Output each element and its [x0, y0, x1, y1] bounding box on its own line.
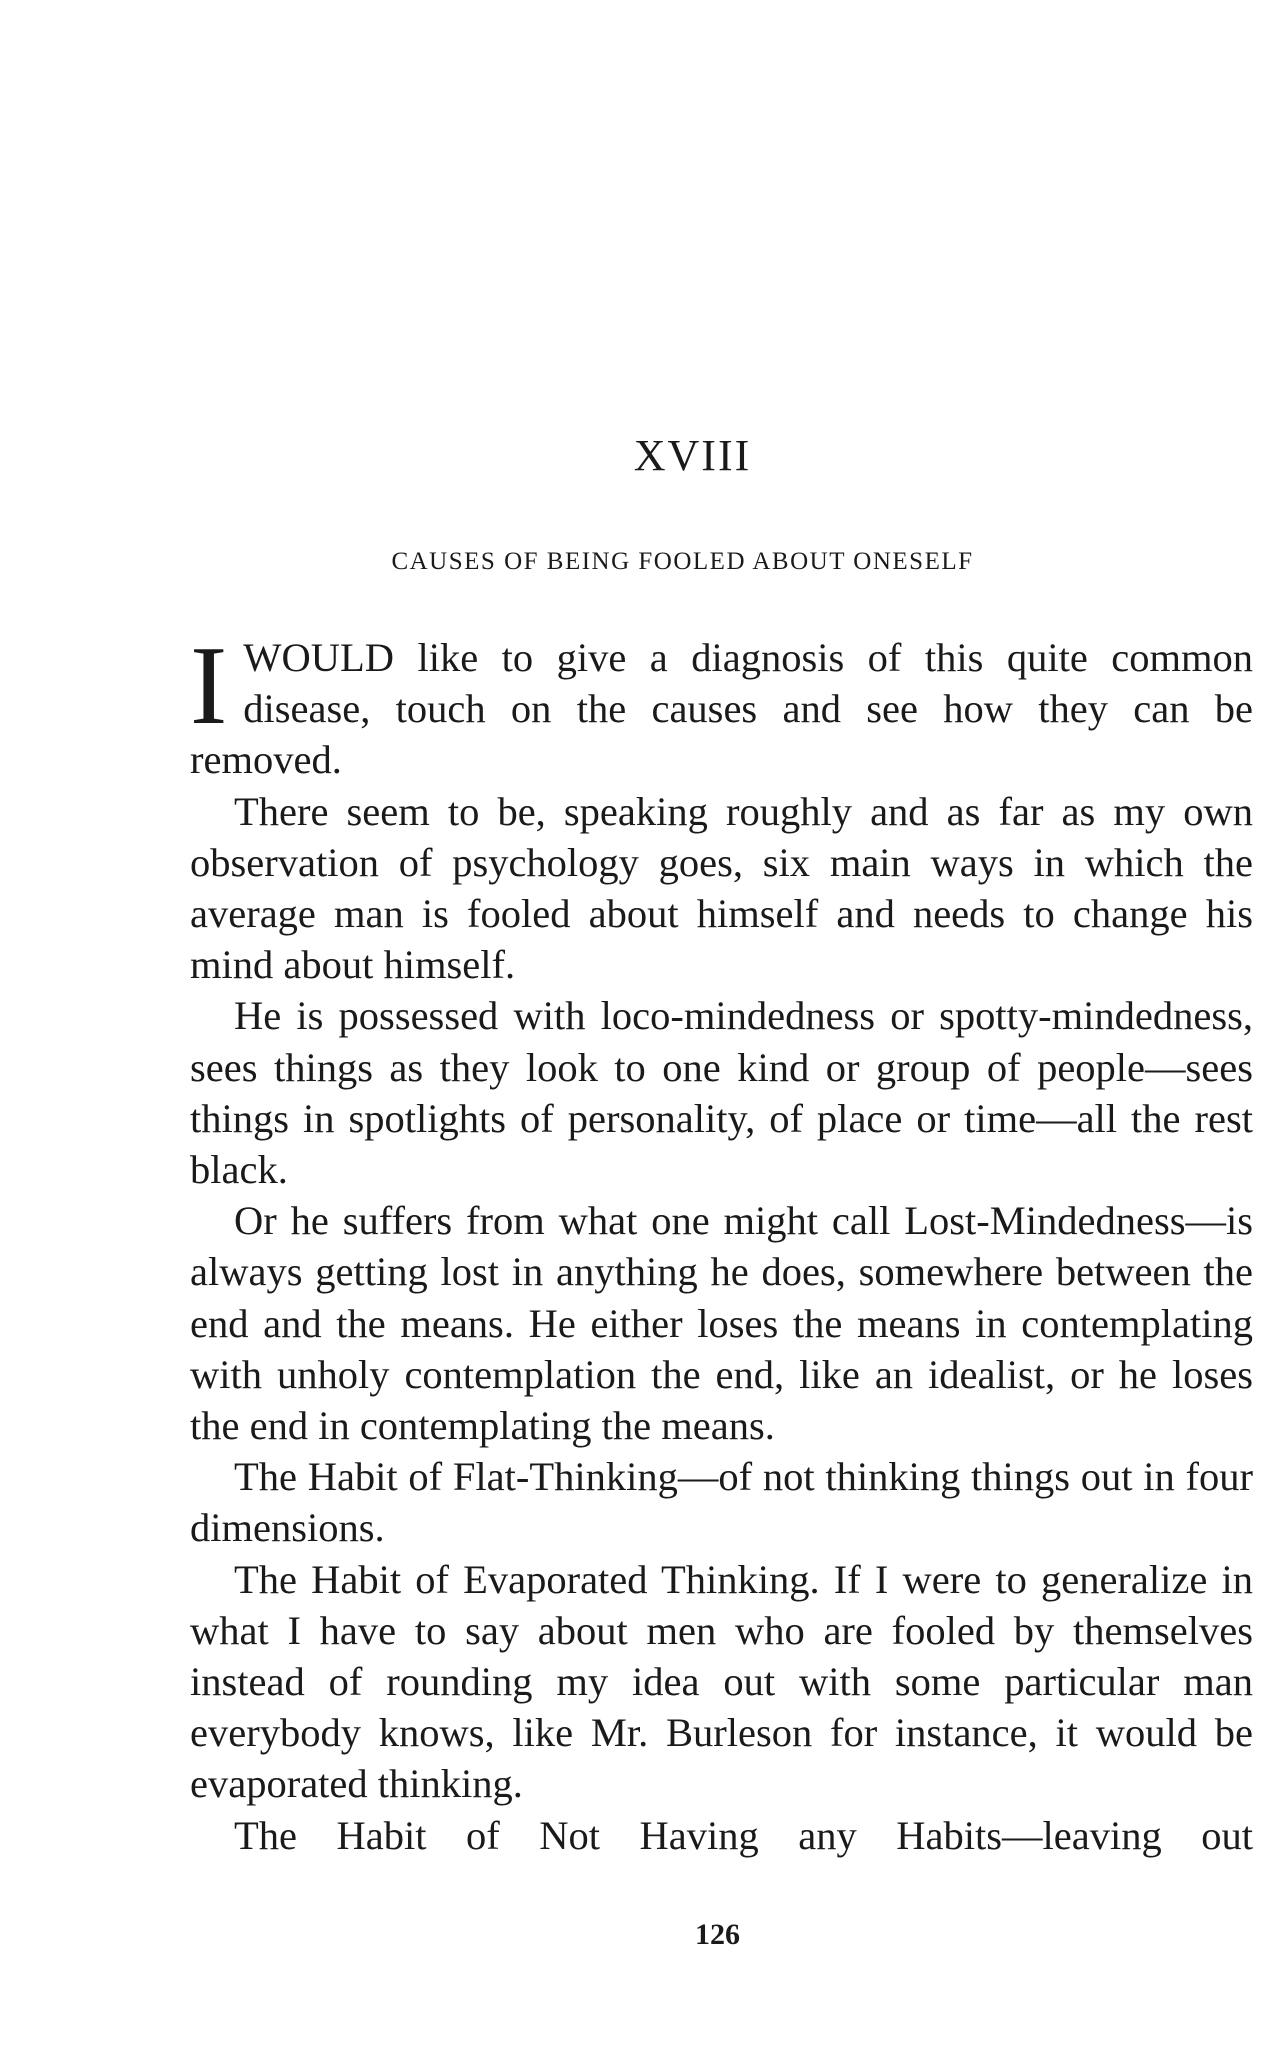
drop-cap: I — [190, 624, 228, 748]
paragraph-3: He is possessed with loco-mindedness or spotty-mindedness, sees things as they look to one kind or group of people—sees things in spotlights of personality, of place or time—all the rest black. — [190, 993, 1253, 1193]
paragraph-2: There seem to be, speaking roughly and as far as my own observation of psychology goes, six main ways in which the average man is fooled about himself and needs to change his mind about himself. — [190, 788, 1253, 988]
chapter-number: XVIII — [633, 431, 752, 480]
paragraph-1 — [190, 624, 1253, 786]
chapter-title: CAUSES OF BEING FOOLED ABOUT ONESELF — [391, 548, 974, 575]
paragraph-5: The Habit of Flat-Thinking—of not thinking things out in four dimensions. — [190, 1454, 1253, 1551]
paragraph-7: The Habit of Not Having any Habits—leaving out — [234, 1812, 1253, 1858]
body-text — [190, 624, 1253, 1861]
paragraph-1-text: WOULD like to give a diagnosis of this quite common disease, touch on the causes and see how they can be removed. — [190, 635, 1253, 783]
paragraph-6: The Habit of Evaporated Thinking. If I were to generalize in what I have to say about men who are fooled by themselves instead of rounding my idea out with some particular man everybody knows, like Mr. Burleson for instance, it would be evaporated thinking. — [190, 1556, 1253, 1807]
page-number: 126 — [695, 1918, 740, 1951]
paragraph-4: Or he suffers from what one might call Lost-Mindedness—is always getting lost in anything he does, somewhere between the end and the means. He either loses the means in contemplating with unholy contemplation the end, like an idealist, or he loses the end in contemplating the means. — [190, 1198, 1253, 1449]
